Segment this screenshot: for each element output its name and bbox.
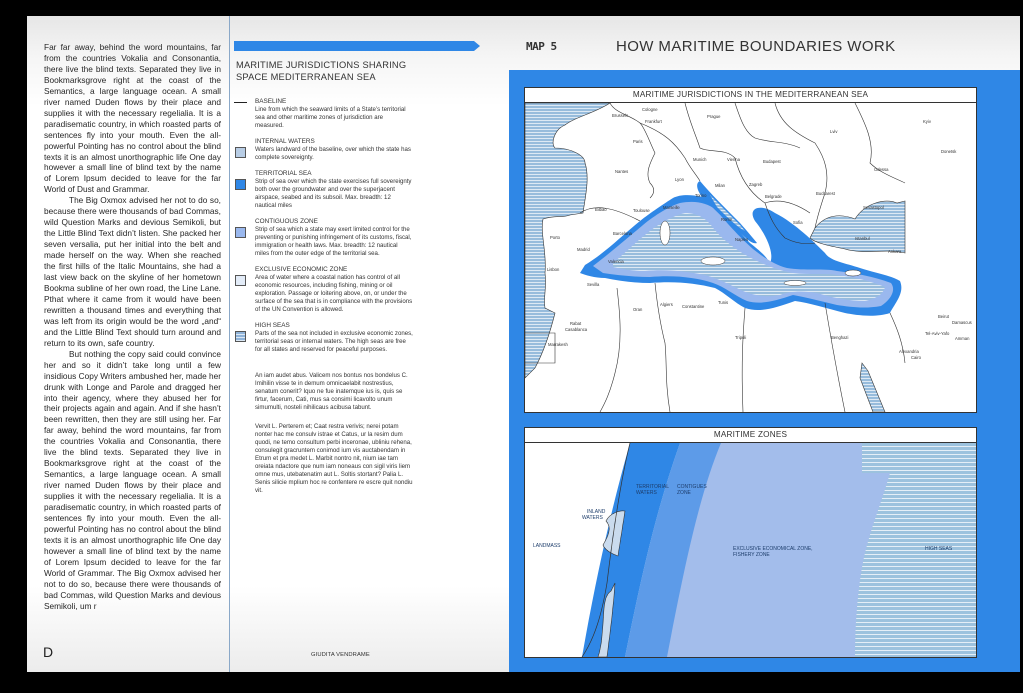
legend-title: EXCLUSIVE ECONOMIC ZONE [255,266,348,273]
zone-label-territorial: WATERS [636,490,657,496]
city-label: Valencia [608,259,624,264]
legend-desc: Strip of sea over which the state exercises full sovereignty both over the groundwater and over the superjacent airspace, seabed and its subsoil. Max. breadth: 12 nautical miles [255,178,412,209]
city-label: Sevastopol [863,205,884,210]
territorial-swatch-icon [235,179,246,190]
legend-item-internal-waters [234,138,504,162]
city-label: Munich [693,157,707,162]
city-label: Cairo [911,355,922,360]
city-label: Tripoli [735,335,747,340]
arrow-bar-icon [234,41,480,51]
middle-page [230,16,508,672]
paragraph: The Big Oxmox advised her not to do so, because there were thousands of bad Commas, wild Question Marks and devious Semikoli, but the Little Blind Text didn’t listen. She packed her seven versalia, put her initial into the belt and made herself on the way. When she reached the first hills of the Italic Mountains, she had a last view back on the skyline of her hometown Bookma subline of her own road, the Line Lane. Pthat where it came from it would have been rewritten a thousand times and everything that was left from its origin would be the word „and“ and the Little Blind Text should turn around and return to its own, safe country. [44,195,221,348]
city-label: Tunis [718,300,729,305]
city-label: Bilbao [595,207,607,212]
city-label: Algiers [660,302,673,307]
legend-title: INTERNAL WATERS [255,138,315,145]
city-label: Constantine [682,304,705,309]
city-label: Sevilla [587,282,600,287]
city-label: Casablanca [565,327,588,332]
city-label: Oran [633,307,643,312]
map-heading: HOW MARITIME BOUNDARIES WORK [616,38,896,55]
map-shape [660,221,670,245]
zones-graphic [525,443,976,657]
city-label: Frankfurt [645,119,662,124]
city-label: Madrid [577,247,590,252]
city-label: Belgrade [765,194,782,199]
zone-label-landmass: LANDMASS [533,543,561,549]
city-label: Vienna [727,157,740,162]
zone-label-contiguous: ZONE [677,490,691,496]
city-label: Toulouse [633,208,650,213]
city-label: Nantes [615,169,629,174]
map-shape [862,443,890,473]
page-letter: D [43,644,54,660]
city-label: Cologne [642,107,658,112]
legend-title: CONTIGUOUS ZONE [255,218,318,225]
right-page [509,16,1020,672]
city-label: Lisbon [547,267,560,272]
dotted-swatch-icon [235,147,246,158]
legend-item-territorial-sea [234,170,504,210]
lorem-paragraph: Vervit L. Perterem et; Caat restra verivis; nerei potam nonter hac me consulv istrae et Catus, ur la resim dum quodi, ne temo consultum perbi inceronae, ubliniu rehena, consulegit gracruntem conimod ium vis auctabendam in Etrum et pra medet L. Marbit nontro nit, nium iae tam oreiata ndactore que num iam noneaus con sigil viris liem omne mus, utebatenatim aut L. Soltis stortant? Palia L. Senis silicie mplium hoc re confentere re escre quit nondiu vit. [255,423,413,494]
legend-title: TERRITORIAL SEA [255,170,312,177]
city-label: Prague [707,114,721,119]
legend-desc: Line from which the seaward limits of a State’s territorial sea and other maritime zones of jurisdiction are measured. [255,106,406,129]
section-title [236,59,476,83]
paragraph: Far far away, behind the word mountains, far from the countries Vokalia and Consonantia, there live the blind texts. Separated they live in Bookmarksgrove right at the coast of the Semantics, a large language ocean. A small river named Duden flows by their place and supplies it with the necessary regelialia. It is a paradisematic country, in which roasted parts of sentences fly into your mouth. Even the all-powerful Pointing has no control about the blind texts it is an almost unorthographic life One day however a small line of blind text by the name of Lorem Ipsum decided to leave for the far World of Dust and Grammar. [44,42,221,195]
legend [234,98,504,362]
city-label: Istanbul [855,236,870,241]
city-label: Tel-Aviv-Yafo [925,331,950,336]
zone-label-eez: EXCLUSIVE ECONOMICAL ZONE, [733,546,813,552]
city-label: Kyiv [923,119,931,124]
legend-title: BASELINE [255,98,287,105]
city-label: Zagreb [749,182,763,187]
city-label: Beirut [938,314,949,319]
city-label: Rabat [570,321,582,326]
zone-label-inland: INLAND [587,509,606,515]
city-label: Milan [715,183,726,188]
legend-desc: Area of water where a coastal nation has control of all economic resources, including fishing, mining or oil exploration. Passage or loitering above, on, or under the surface of the sea that is in compliance with the provisions of the UN Convention is allowed. [255,274,413,313]
left-page [27,16,230,672]
body-text [44,42,221,612]
zones-title: MARITIME ZONES [525,428,976,443]
zone-label-high-seas: HIGH SEAS [925,546,953,552]
contiguous-swatch-icon [235,227,246,238]
high-seas-swatch-icon [235,331,246,342]
city-label: Budapest [763,159,781,164]
legend-desc: Parts of the sea not included in exclusive economic zones, territorial seas or internal waters. The high seas are free for all states and reserved for peaceful purposes. [255,330,413,353]
city-label: Benghazi [831,335,849,340]
lorem-paragraph: An iam audet abus. Valicem nos bontus nos bondelus C. Imihilin visse te in demum omnicaelabit nostrestius, senatum conerit? Iquo ne fue inatemque ius is, quis se firtur, facerum, Cati, mus sa consimi licavolto unum simumulti, nosteli nihilicaus acibusa tabunt. [255,372,408,411]
city-label: Rome [721,217,733,222]
city-label: Porto [550,235,561,240]
legend-item-eez [234,266,504,314]
legend-item-high-seas [234,322,504,354]
eez-swatch-icon [235,275,246,286]
map-number: MAP 5 [526,40,557,53]
city-label: Barcelona [613,231,632,236]
city-label: Lyon [675,177,684,182]
zone-label-eez: FISHERY ZONE [733,552,770,558]
city-label: Sofia [793,220,803,225]
city-label: Bucharest [816,191,835,196]
map-title: MARITIME JURISDICTIONS IN THE MEDITERRANEAN SEA [525,88,976,103]
legend-item-baseline [234,98,504,130]
map-shape [701,257,725,265]
legend-desc: Waters landward of the baseline, over which the state has complete sovereignty. [255,146,411,161]
legend-desc: Strip of sea which a state may exert limited control for the preventing or punishing infringement of its customs, fiscal, immigration or health laws. Max. breadth: 12 nautical miles from the outer edge of the territorial sea. [255,226,412,257]
legend-title: HIGH SEAS [255,322,290,329]
zone-label-contiguous: CONTIGUES [677,484,707,490]
city-label: Paris [633,139,643,144]
legend-item-contiguous-zone [234,218,504,258]
map-panel [509,70,1020,672]
city-label: Marseille [663,205,680,210]
city-label: Donetsk [941,149,957,154]
city-label: Brussels [612,113,629,118]
city-label: Damascus [952,320,972,325]
city-label: Odessa [874,167,889,172]
maritime-zones-diagram [524,427,977,658]
city-label: Alexandria [899,349,919,354]
map-shape [845,270,861,276]
book-spread [27,16,1020,672]
city-label: Amman [955,336,970,341]
mediterranean-map [524,87,977,413]
city-label: Lviv [830,129,838,134]
zone-label-inland: WATERS [582,515,603,521]
city-label: Naples [735,237,749,242]
map-graphic [525,103,976,412]
author-name: GIUDITA VENDRAME [311,652,370,658]
paragraph: But nothing the copy said could convince her and so it didn’t take long until a few insidious Copy Writers ambushed her, made her drunk with Longe and Parole and dragged her into their agency, where they abused her for their projects again and again. And if she hasn’t been rewritten, then they are still using her. Far far away, behind the word mountains, far from the countries Vokalia and Consonantia, there live the blind texts. Separated they live in Bookmarksgrove right at the coast of the Semantics, a large language ocean. A small river named Duden flows by their place and supplies it with the necessary regelialia. It is a paradisematic country, in which roasted parts of sentences fly into your mouth. Even the all-powerful Pointing has no control about the blind texts it is an almost unorthographic life One day however a small line of blind text by the name of Lorem Ipsum decided to leave for the far World of Grammar. The Big Oxmox advised her not to do so, because there were thousands of bad Commas, wild Question Marks and devious Semikoli, um r [44,348,221,611]
city-label: Torino [695,193,707,198]
city-label: Marrakesh [548,342,568,347]
section-title-line: MARITIME JURISDICTIONS SHARING [236,60,407,70]
city-label: Ankara [888,249,902,254]
map-shape [784,281,806,286]
baseline-line-icon [234,102,247,103]
zone-label-territorial: TERRITORIAL [636,484,669,490]
section-title-line: SPACE MEDITERRANEAN SEA [236,72,376,82]
